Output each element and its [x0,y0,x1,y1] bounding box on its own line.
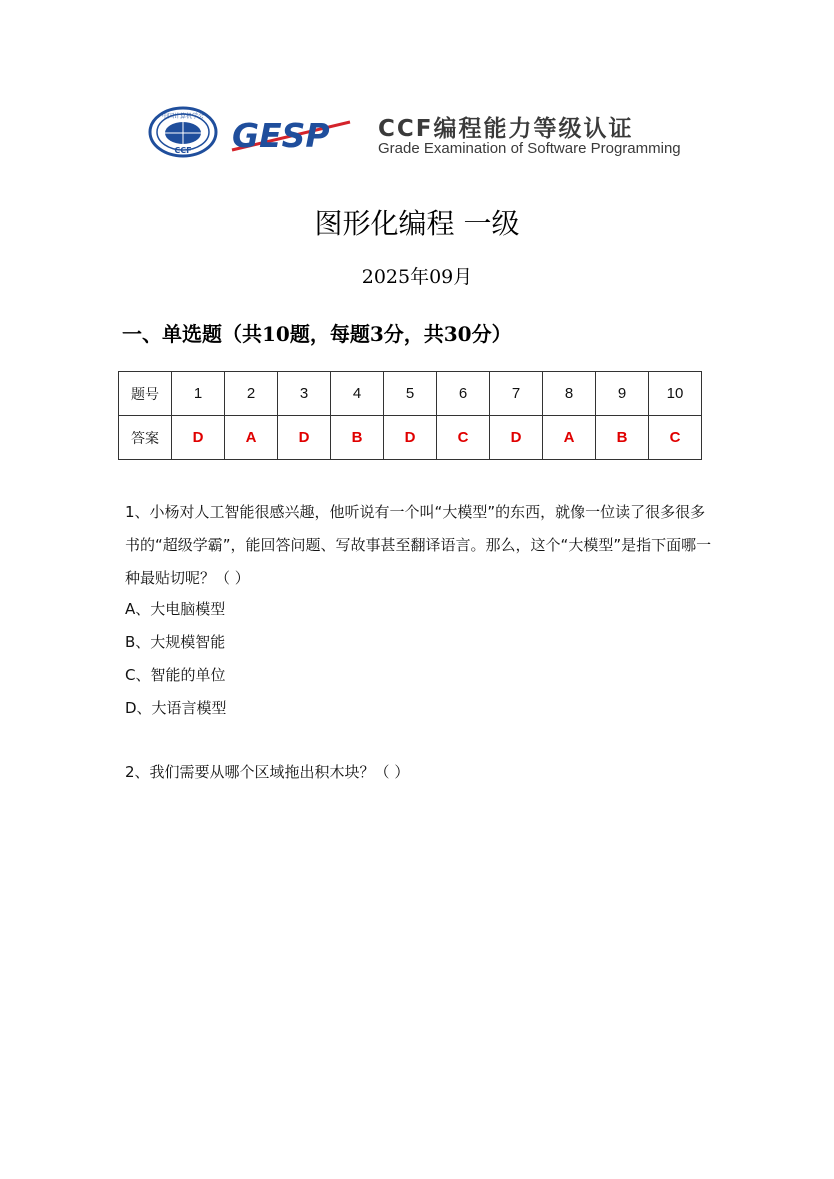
question-number: 10 [649,372,702,416]
number-row-label: 题号 [119,372,172,416]
question-number: 6 [437,372,490,416]
question-1-option-a: A、大电脑模型 [125,600,226,618]
answer-cell: A [543,416,596,460]
header [148,106,688,162]
question-1-option-c: C、智能的单位 [125,666,226,684]
ccf-logo [148,106,218,158]
gesp-logo [230,116,358,154]
ccf-logo-text-top: 中国计算机学会 [161,113,205,120]
gesp-logo-text: GESP [232,116,330,154]
answer-row-label: 答案 [119,416,172,460]
answer-cell: D [278,416,331,460]
answer-table [118,371,702,460]
number-row [119,372,702,416]
answer-cell: B [596,416,649,460]
section-title: 一、单选题（共10题，每题3分，共30分） [122,322,512,346]
answer-cell: C [437,416,490,460]
question-number: 5 [384,372,437,416]
certification-title: CCF编程能力等级认证 [378,116,634,142]
question-number: 2 [225,372,278,416]
answer-cell: B [331,416,384,460]
answer-cell: C [649,416,702,460]
answer-row [119,416,702,460]
ccf-logo-text-bottom: CCF [174,146,192,155]
answer-cell: D [172,416,225,460]
answer-cell: A [225,416,278,460]
certification-subtitle: Grade Examination of Software Programming [378,140,681,157]
document-title: 图形化编程 一级 [314,207,520,240]
question-2-text: 2、我们需要从哪个区域拖出积木块？（ ） [125,763,410,781]
question-number: 3 [278,372,331,416]
question-number: 1 [172,372,225,416]
question-number: 7 [490,372,543,416]
question-number: 4 [331,372,384,416]
question-1-text: 1、小杨对人工智能很感兴趣，他听说有一个叫“大模型”的东西，就像一位读了很多很多书的“超级学霸”，能回答问题、写故事甚至翻译语言。那么，这个“大模型”是指下面哪一种最贴切呢？（ ） [125,503,712,587]
question-number: 8 [543,372,596,416]
document-date: 2025年09月 [361,266,473,288]
answer-cell: D [384,416,437,460]
question-number: 9 [596,372,649,416]
question-1-option-b: B、大规模智能 [125,633,226,651]
answer-cell: D [490,416,543,460]
question-1-option-d: D、大语言模型 [125,699,227,717]
